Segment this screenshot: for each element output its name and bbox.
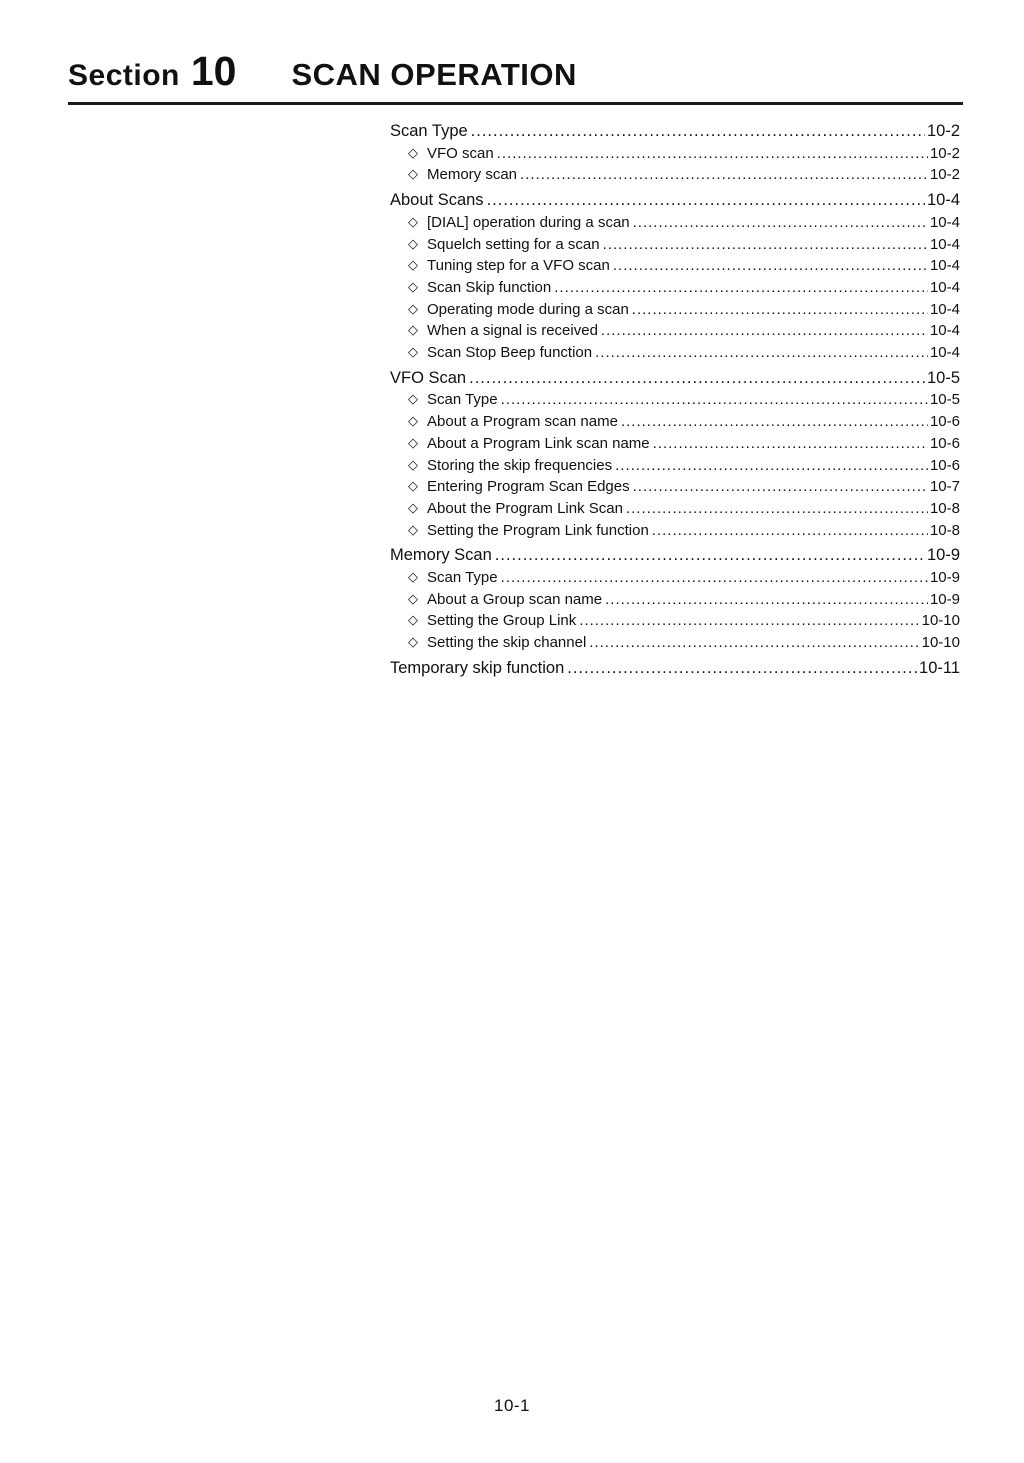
dot-leader xyxy=(601,320,928,342)
diamond-icon: ◇ xyxy=(408,434,418,450)
dot-leader xyxy=(605,589,928,611)
toc-entry-page: 10-8 xyxy=(929,521,960,539)
dot-leader xyxy=(520,164,928,186)
toc-entry-label: Scan Type xyxy=(390,122,468,140)
dot-leader xyxy=(652,520,928,542)
toc-entry[interactable] xyxy=(390,545,960,567)
toc-entry-label: About Scans xyxy=(390,191,484,210)
toc-entry[interactable] xyxy=(390,567,960,589)
toc-entry-label: VFO scan xyxy=(427,144,494,162)
toc-entry-page: 10-10 xyxy=(921,634,960,652)
toc-entry-page: 10-4 xyxy=(929,235,960,253)
toc-entry[interactable] xyxy=(390,498,960,520)
toc-entry-label: Temporary skip function xyxy=(390,658,565,677)
toc-entry[interactable] xyxy=(390,342,960,364)
toc-entry-page: 10-4 xyxy=(929,278,960,296)
toc-entry-label: About a Program scan name xyxy=(427,413,618,431)
dot-leader xyxy=(501,389,928,411)
toc-entry-page: 10-9 xyxy=(926,546,960,565)
dot-leader xyxy=(579,610,919,632)
dot-leader xyxy=(495,545,925,567)
dot-leader xyxy=(595,342,928,364)
diamond-icon: ◇ xyxy=(408,300,418,316)
toc-entry-page: 10-4 xyxy=(929,213,960,231)
toc-entry-label: Memory Scan xyxy=(390,546,492,565)
toc-entry[interactable] xyxy=(390,299,960,321)
toc-entry[interactable] xyxy=(390,658,960,680)
toc-entry[interactable] xyxy=(390,164,960,186)
dot-leader xyxy=(633,476,928,498)
toc-entry-label: About a Program Link scan name xyxy=(427,434,650,452)
dot-leader xyxy=(589,632,919,654)
toc-entry-page: 10-4 xyxy=(929,300,960,318)
toc-entry-page: 10-10 xyxy=(921,612,960,630)
section-header xyxy=(68,0,963,105)
toc-entry-label: [DIAL] operation during a scan xyxy=(427,213,630,231)
toc-entry-label: Setting the Program Link function xyxy=(427,521,649,539)
dot-leader xyxy=(626,498,928,520)
diamond-icon: ◇ xyxy=(408,634,418,650)
dot-leader xyxy=(632,299,928,321)
toc-entry-label: When a signal is received xyxy=(427,322,598,340)
dot-leader xyxy=(603,234,928,256)
toc-entry-label: Memory scan xyxy=(427,166,518,184)
diamond-icon: ◇ xyxy=(408,569,418,585)
section-number: 10 xyxy=(190,48,237,94)
dot-leader xyxy=(613,255,928,277)
toc-entry-label: Scan Type xyxy=(427,569,498,587)
toc-entry[interactable] xyxy=(390,520,960,542)
toc-entry-label: VFO Scan xyxy=(390,368,467,387)
toc-entry-label: Scan Stop Beep function xyxy=(427,344,593,362)
toc-entry-page: 10-9 xyxy=(929,569,960,587)
toc-entry[interactable] xyxy=(390,589,960,611)
diamond-icon: ◇ xyxy=(408,144,418,160)
diamond-icon: ◇ xyxy=(408,166,418,182)
toc-entry[interactable] xyxy=(390,255,960,277)
toc-entry[interactable] xyxy=(390,632,960,654)
toc-entry-page: 10-4 xyxy=(926,191,960,210)
diamond-icon: ◇ xyxy=(408,521,418,537)
dot-leader xyxy=(469,368,925,390)
toc-entry-page: 10-6 xyxy=(929,434,960,452)
toc-entry[interactable] xyxy=(390,389,960,411)
dot-leader xyxy=(471,121,925,143)
toc-entry-page: 10-2 xyxy=(929,144,960,162)
diamond-icon: ◇ xyxy=(408,213,418,229)
diamond-icon: ◇ xyxy=(408,257,418,273)
toc-entry-page: 10-9 xyxy=(929,590,960,608)
diamond-icon: ◇ xyxy=(408,344,418,360)
toc-entry-page: 10-5 xyxy=(929,391,960,409)
toc-entry[interactable] xyxy=(390,121,960,143)
footer-page-number: 10-1 xyxy=(493,1396,531,1415)
toc-entry-label: About the Program Link Scan xyxy=(427,499,623,517)
toc-entry-label: Entering Program Scan Edges xyxy=(427,478,630,496)
dot-leader xyxy=(487,190,925,212)
section-label: Section xyxy=(68,59,180,92)
toc-entry-page: 10-4 xyxy=(929,344,960,362)
dot-leader xyxy=(621,411,928,433)
diamond-icon: ◇ xyxy=(408,499,418,515)
toc-entry-page: 10-2 xyxy=(929,166,960,184)
toc-entry[interactable] xyxy=(390,234,960,256)
toc-entry-label: About a Group scan name xyxy=(427,590,603,608)
toc-entry[interactable] xyxy=(390,190,960,212)
toc-entry-label: Scan Skip function xyxy=(427,278,552,296)
toc-entry[interactable] xyxy=(390,212,960,234)
diamond-icon: ◇ xyxy=(408,478,418,494)
dot-leader xyxy=(567,658,917,680)
toc-entry-label: Operating mode during a scan xyxy=(427,300,629,318)
dot-leader xyxy=(633,212,928,234)
toc-entry[interactable] xyxy=(390,320,960,342)
page-title: SCAN OPERATION xyxy=(291,57,577,92)
toc-entry-page: 10-6 xyxy=(929,456,960,474)
dot-leader xyxy=(653,433,928,455)
dot-leader xyxy=(497,143,928,165)
toc-entry-label: Storing the skip frequencies xyxy=(427,456,613,474)
diamond-icon: ◇ xyxy=(408,322,418,338)
toc-entry-label: Scan Type xyxy=(427,391,498,409)
toc-entry-page: 10-5 xyxy=(926,368,960,387)
toc-entry-page: 10-4 xyxy=(929,322,960,340)
diamond-icon: ◇ xyxy=(408,612,418,628)
diamond-icon: ◇ xyxy=(408,590,418,606)
toc-entry[interactable] xyxy=(390,476,960,498)
toc-entry-page: 10-7 xyxy=(929,478,960,496)
toc-entry[interactable] xyxy=(390,277,960,299)
toc-entry-page: 10-2 xyxy=(926,122,960,140)
dot-leader xyxy=(615,455,928,477)
dot-leader xyxy=(501,567,928,589)
toc-entry-page: 10-4 xyxy=(929,257,960,275)
toc-entry[interactable] xyxy=(390,455,960,477)
toc-entry-page: 10-6 xyxy=(929,413,960,431)
toc-entry-label: Tuning step for a VFO scan xyxy=(427,257,610,275)
toc-entry[interactable] xyxy=(390,433,960,455)
toc-entry[interactable] xyxy=(390,411,960,433)
toc-entry-page: 10-11 xyxy=(919,658,960,677)
diamond-icon: ◇ xyxy=(408,391,418,407)
toc-entry[interactable] xyxy=(390,143,960,165)
toc-entry-label: Squelch setting for a scan xyxy=(427,235,600,253)
table-of-contents xyxy=(390,117,960,680)
toc-entry-page: 10-8 xyxy=(929,499,960,517)
dot-leader xyxy=(554,277,928,299)
diamond-icon: ◇ xyxy=(408,413,418,429)
diamond-icon: ◇ xyxy=(408,456,418,472)
toc-entry[interactable] xyxy=(390,610,960,632)
toc-entry[interactable] xyxy=(390,368,960,390)
toc-entry-label: Setting the skip channel xyxy=(427,634,587,652)
diamond-icon: ◇ xyxy=(408,278,418,294)
diamond-icon: ◇ xyxy=(408,235,418,251)
toc-entry-label: Setting the Group Link xyxy=(427,612,577,630)
